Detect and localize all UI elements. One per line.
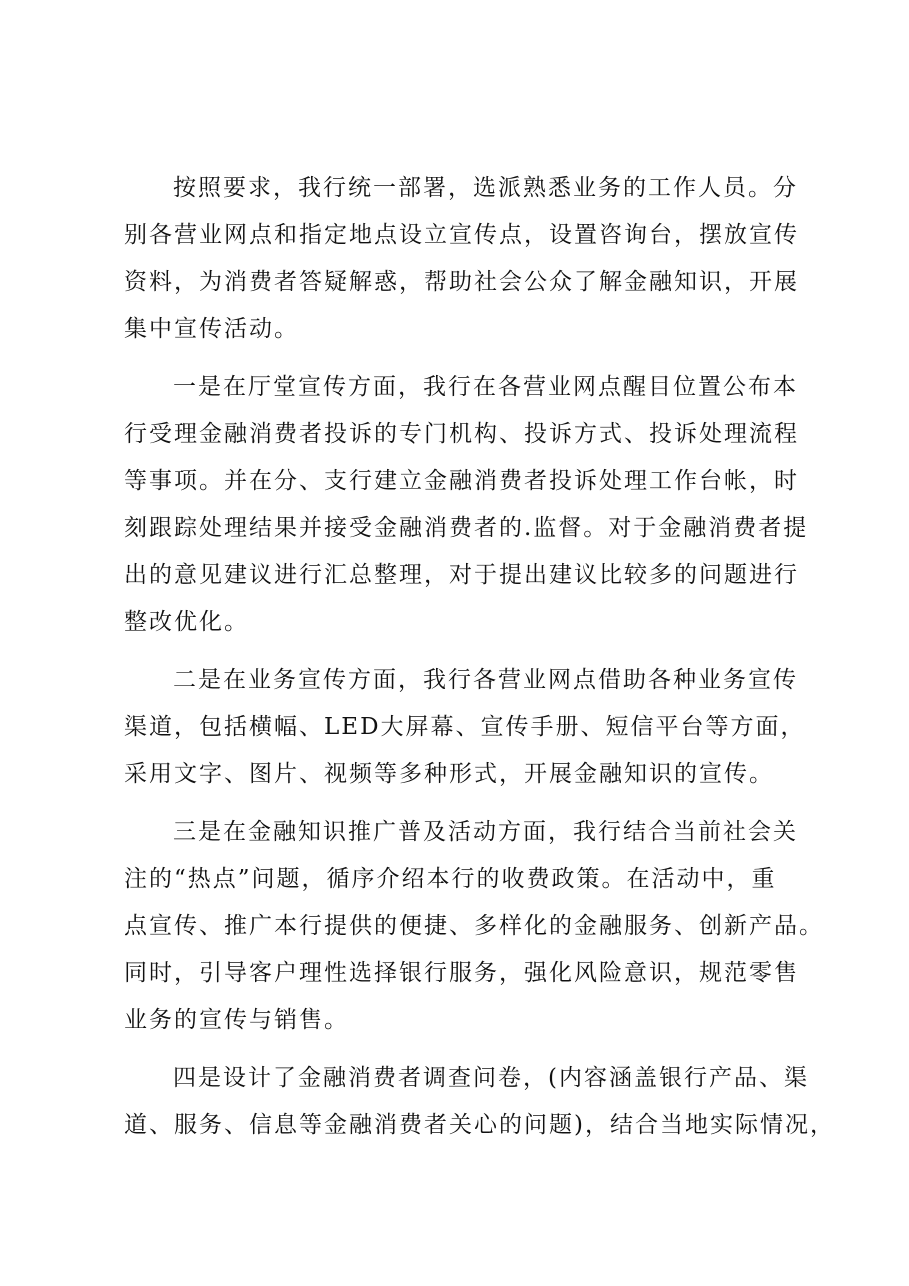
text-line: 采用文字、图片、视频等多种形式，开展金融知识的宣传。 (124, 761, 774, 787)
text-line: 整改优化。 (124, 609, 249, 635)
text-line: 资料，为消费者答疑解惑，帮助社会公众了解金融知识，开展 (124, 269, 799, 295)
text-line: 按照要求，我行统一部署，选派熟悉业务的工作人员。分 (173, 175, 798, 201)
text-line: 道、服务、信息等金融消费者关心的问题)，结合当地实际情况， (124, 1112, 835, 1138)
text-line: 三是在金融知识推广普及活动方面，我行结合当前社会关 (173, 819, 798, 845)
text-line: 等事项。并在分、支行建立金融消费者投诉处理工作台帐，时 (124, 468, 799, 494)
text-line: 四是设计了金融消费者调查问卷，(内容涵盖银行产品、渠 (173, 1065, 809, 1091)
text-line: 行受理金融消费者投诉的专门机构、投诉方式、投诉处理流程 (124, 421, 799, 447)
text-line: 别各营业网点和指定地点设立宣传点，设置咨询台，摆放宣传 (124, 222, 799, 248)
text-line: 点宣传、推广本行提供的便捷、多样化的金融服务、创新产品。 (124, 913, 824, 939)
text-line: 出的意见建议进行汇总整理，对于提出建议比较多的问题进行 (124, 562, 799, 588)
text-line: 一是在厅堂宣传方面，我行在各营业网点醒目位置公布本 (173, 374, 798, 400)
text-line: 业务的宣传与销售。 (124, 1007, 349, 1033)
text-line: 刻跟踪处理结果并接受金融消费者的.监督。对于金融消费者提 (124, 515, 809, 541)
document-body (124, 165, 835, 1160)
text-line: 二是在业务宣传方面，我行各营业网点借助各种业务宣传 (173, 667, 798, 693)
paragraph-lobby-publicity (124, 364, 814, 646)
paragraph-financial-knowledge (124, 809, 824, 1044)
text-line: 同时，引导客户理性选择银行服务，强化风险意识，规范零售 (124, 960, 799, 986)
text-line: 注的“热点”问题，循序介绍本行的收费政策。在活动中，重 (124, 866, 777, 892)
text-line: 渠道，包括横幅、LED大屏幕、宣传手册、短信平台等方面， (124, 714, 806, 740)
paragraph-intro (124, 165, 814, 353)
text-line: 集中宣传活动。 (124, 316, 299, 342)
paragraph-business-publicity (124, 657, 814, 798)
paragraph-survey (124, 1055, 835, 1149)
